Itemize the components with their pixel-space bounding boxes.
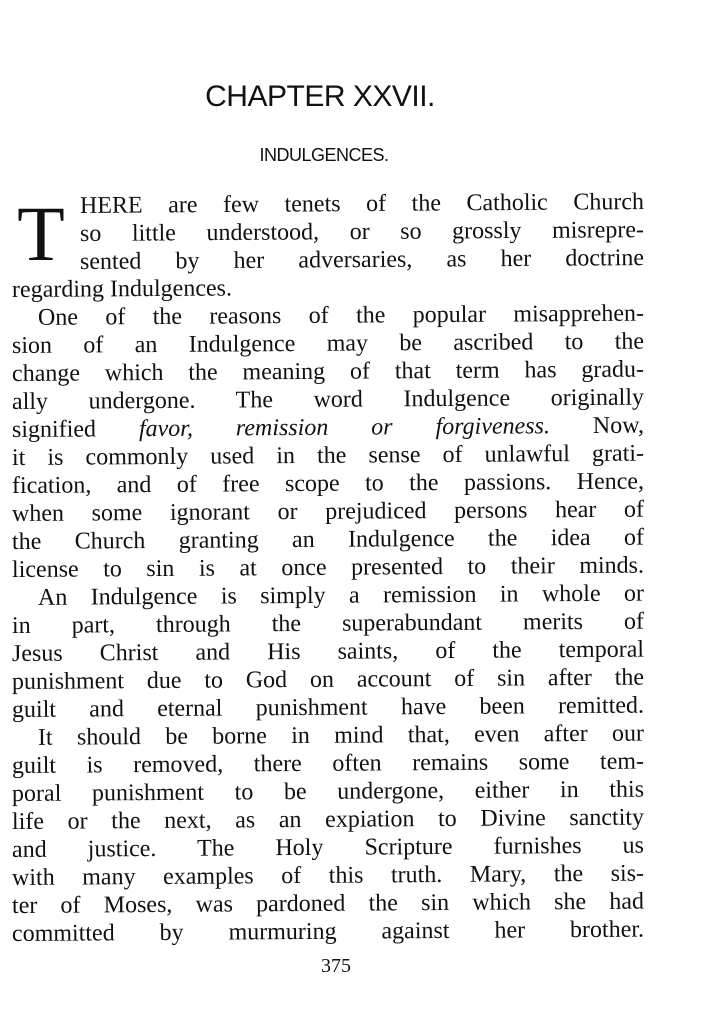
text-line: life or the next, as an expiation to Divine sanctity [11, 804, 645, 835]
chapter-title: CHAPTER XXVII. [205, 80, 435, 113]
text-line: when some ignorant or prejudiced persons hear of [11, 496, 645, 527]
text-line: so little understood, or so grossly misrepre- [79, 217, 645, 247]
text-line: and justice. The Holy Scripture furnishes us [11, 832, 645, 863]
text-line: license to sin is at once presented to their minds. [11, 552, 645, 583]
text-line: ter of Moses, was pardoned the sin which she had [11, 888, 645, 919]
text-line: It should be borne in mind that, even after our [37, 720, 645, 751]
text-line: HERE are few tenets of the Catholic Church [79, 189, 645, 219]
drop-cap: T [17, 190, 65, 277]
section-title: INDULGENCES. [259, 145, 389, 165]
text-line: guilt is removed, there often remains some tem- [11, 748, 645, 779]
text-line: An Indulgence is simply a remission in whole or [37, 580, 645, 611]
text-line: ally undergone. The word Indulgence originally [11, 384, 645, 415]
body-text [11, 189, 645, 948]
text-line: change which the meaning of that term has gradu- [11, 356, 645, 387]
text-line: regarding Indulgences. [11, 275, 233, 303]
text-line: sented by her adversaries, as her doctrine [79, 245, 645, 275]
text-line: it is commonly used in the sense of unlawful grati- [11, 440, 645, 471]
text-line: in part, through the superabundant merits of [11, 608, 645, 639]
text-line [12, 412, 644, 444]
page-number: 375 [321, 955, 351, 977]
text-line: fication, and of free scope to the passions. Hence, [11, 468, 645, 499]
text-fragment: signified [11, 416, 140, 443]
text-line: sion of an Indulgence may be ascribed to the [11, 328, 645, 359]
text-fragment: Now, [549, 412, 645, 440]
text-line: committed by murmuring against her brother. [11, 916, 645, 947]
italic-phrase: favor, remission or forgiveness. [138, 413, 551, 443]
text-line: guilt and eternal punishment have been remitted. [11, 692, 645, 723]
text-line: poral punishment to be undergone, either in this [11, 776, 645, 807]
text-line: the Church granting an Indulgence the idea of [11, 524, 645, 555]
text-line: Jesus Christ and His saints, of the temporal [11, 636, 645, 667]
text-line: punishment due to God on account of sin after the [11, 664, 645, 695]
text-line: with many examples of this truth. Mary, the sis- [11, 860, 645, 891]
text-line: One of the reasons of the popular misapprehen- [37, 300, 645, 331]
